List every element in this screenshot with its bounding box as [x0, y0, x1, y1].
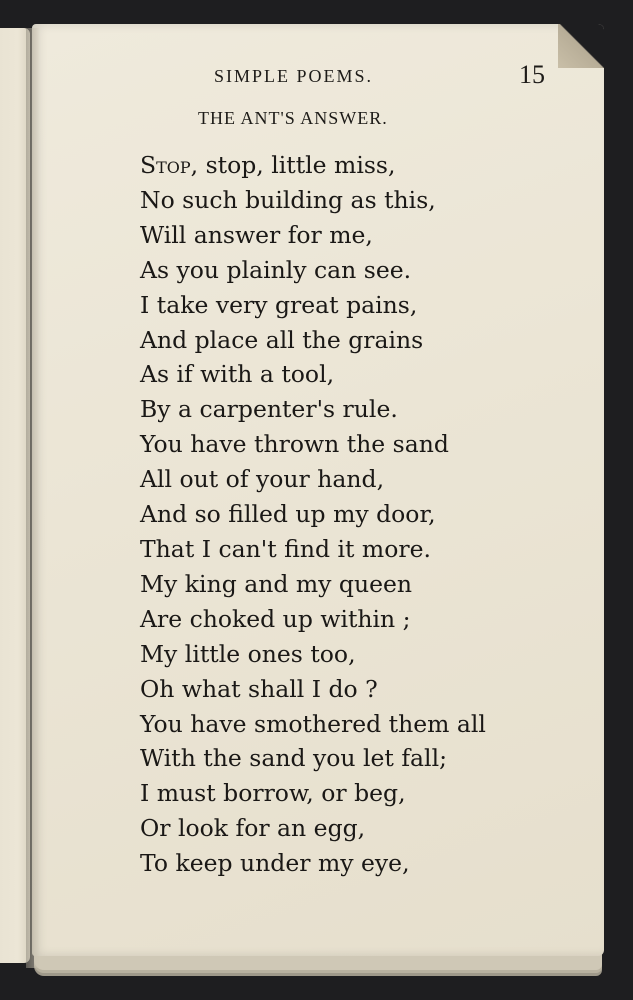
poem-first-word: Stop, [140, 151, 199, 179]
poem-title: THE ANT'S ANSWER. [198, 108, 388, 128]
poem-line: As you plainly can see. [140, 255, 412, 284]
poem-line: I take very great pains, [140, 290, 418, 319]
poem-line: With the sand you let fall; [140, 744, 448, 773]
poem-text [140, 148, 486, 881]
spine-gutter-shadow [26, 28, 40, 968]
poem-line: All out of your hand, [140, 465, 385, 494]
running-head: SIMPLE POEMS. [214, 66, 374, 86]
poem-line: You have smothered them all [140, 709, 486, 738]
poem-line: Or look for an egg, [140, 814, 366, 843]
poem-line: No such building as this, [140, 185, 436, 214]
poem-line: And place all the grains [140, 325, 424, 354]
page-number: 15 [519, 60, 545, 89]
poem-line: Oh what shall I do ? [140, 674, 378, 703]
page-header [32, 60, 604, 106]
poem-line: As if with a tool, [140, 360, 335, 389]
poem-line: To keep under my eye, [140, 849, 410, 878]
page-corner-wear [558, 24, 604, 68]
poem-line: My little ones too, [140, 639, 356, 668]
poem-line: Will answer for me, [140, 220, 373, 249]
poem-line: And so filled up my door, [140, 500, 436, 529]
poem-line: I must borrow, or beg, [140, 779, 406, 808]
book-page [32, 24, 604, 956]
poem-line: Stop, stop, little miss, [140, 151, 396, 179]
poem-line: Are choked up within ; [140, 604, 411, 633]
poem-line: That I can't find it more. [140, 534, 431, 563]
poem-line: You have thrown the sand [140, 430, 449, 459]
poem-line: By a carpenter's rule. [140, 395, 398, 424]
poem-line: My king and my queen [140, 569, 413, 598]
